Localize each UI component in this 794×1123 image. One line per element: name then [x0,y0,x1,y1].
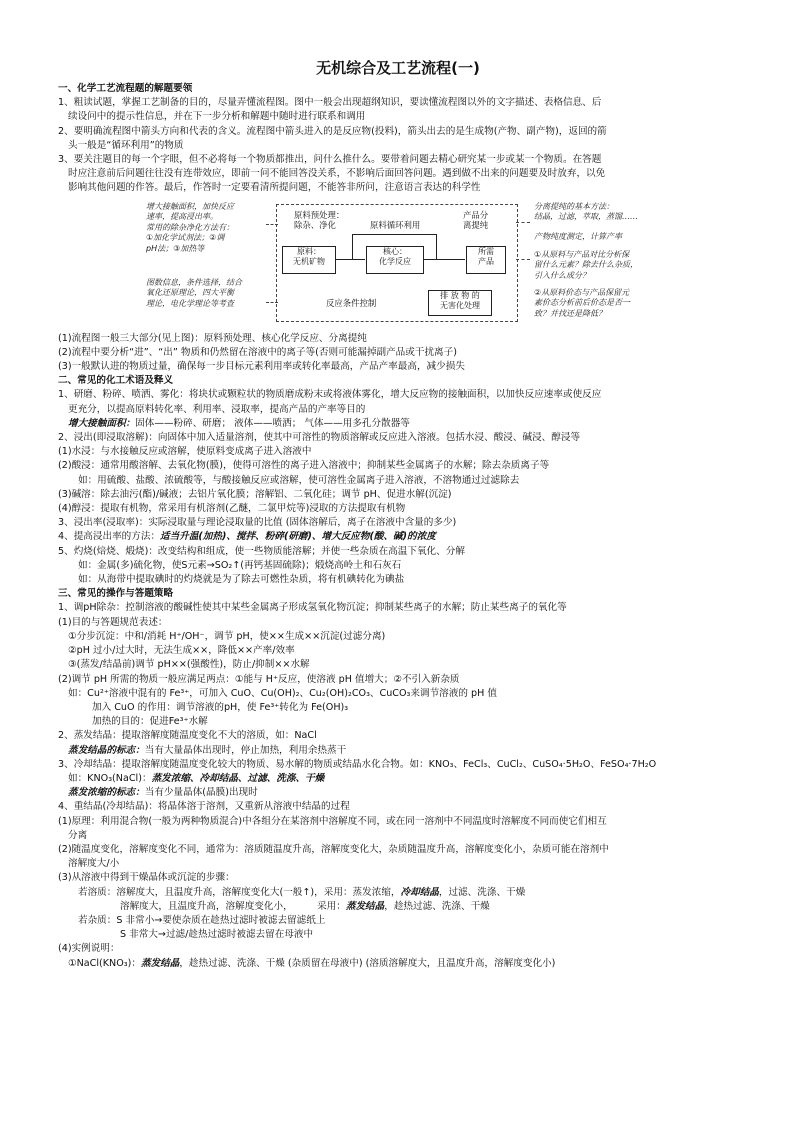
raw-material-box: 原料： 无机矿物 [282,246,336,274]
steps-b-method: 蒸发结晶 [345,900,385,912]
condition-label: 反应条件控制 [326,297,377,308]
s3-item-4-steps: (3)从溶液中得到干燥晶体或沉淀的步骤： [58,872,235,884]
s3-item-4-principle: (1)原理：利用混合物(一般为两种物质混合)中各组分在某溶剂中溶解度不同，或在同一溶剂中不同温度时溶解度不同而使它们相互 [58,815,607,827]
s3-item-1-purpose-c: ③(蒸发/结晶前)调节 pH××(强酸性)，防止/抑制××水解 [68,659,310,671]
note-conditions: 图数信息，条件选择，结合 氧化还原理论，四大平衡 理论，电化学理论等考查 [146,277,242,308]
link-note-left-top [266,224,278,225]
s3-item-4-example-a [58,957,738,971]
s3-item-4-steps-b [58,900,738,914]
s2-item-1-contact-label: 增大接触面积： [68,417,136,429]
s2-item-2: 2、浸出(即浸取溶解)：向固体中加入适量溶剂，使其中可溶性的物质溶解或反应进入溶液。包括水浸、酸浸、碱浸、醇浸等 [58,432,581,444]
arrow-core-to-product [423,259,465,260]
recycle-line-left [352,234,353,259]
example-a-method: 蒸发结晶 [140,957,180,969]
s3-item-2-sign [58,744,738,758]
s2-item-5: 5、灼烧(焙烧、煅烧)：改变结构和组成，使一些物质能溶解；并使一些杂质在高温下氧化、分解 [58,545,465,557]
s2-item-2-alcohol: (4)醇浸：提取有机物，常采用有机溶剂(乙醚，二氯甲烷等)浸取的方法提取有机物 [58,503,406,515]
s2-item-5-example-1: 如：金属(多)硫化物，使S元素→SO₂↑(再钙基固硫除)；煅烧高岭土和石灰石 [78,559,402,571]
separate-label: 产品分 离提纯 [463,209,489,231]
recycle-label: 原料循环利用 [370,219,421,230]
s1-point-1: 1、粗读试题，掌握工艺制备的目的，尽量弄懂流程图。图中一般会出现超纲知识，要读懂流程图以外的文字描述、表格信息、后 [58,97,602,109]
s2-item-1-cont: 更充分，以提高原料转化率、利用率、浸取率，提高产品的产率等目的 [68,403,366,415]
section-2-heading: 二、常见的化工术语及释义 [58,375,174,387]
s3-item-2: 2、蒸发结晶：提取溶解度随温度变化不大的溶质，如：NaCl [58,730,317,742]
s3-item-3: 3、冷却结晶：提取溶解度随温度变化较大的物质、易水解的物质或结晶水化合物。如：KNO₃、FeCl₃、CuCl₂、CuSO₄·5H₂O、FeSO₄·7H₂O [58,758,657,770]
s3-item-1-purpose-b: ②pH 过小/过大时，无法生成××，降低××产率/效率 [68,645,295,657]
steps-b-end: ，趁热过滤、洗涤、干燥 [384,900,490,912]
link-note-right-mid [516,259,530,260]
s3-item-1-requirements: (2)调节 pH 所需的物质一般应满足两点：①能与 H⁺反应，使溶液 pH 值增大；②不引入新杂质 [58,673,460,685]
harmless-treatment-box: 排 放 物 的 无害化处理 [428,290,492,316]
s3-item-2-sign-label: 蒸发结晶的标志： [68,744,145,756]
s2-item-3: 3、浸出率(浸取率)：实际浸取量与理论浸取量的比值 (固体溶解后，离子在溶液中含量的多少) [58,517,457,529]
s1-point-2-cont: 头一般是“循环利用”的物质 [68,139,184,151]
core-reaction-box: 核心： 化学反应 [366,246,424,274]
link-note-left-bottom [266,302,278,303]
s2-item-4-label: 4、提高浸出率的方法： [58,531,161,543]
s1-point-2: 2、要明确流程图中箭头方向和代表的含义。流程图中箭头进入的是反应物(投料)，箭头出去的是生成物(产物、副产物)，返回的箭 [58,125,607,137]
s3-item-4-examples: (4)实例说明： [58,943,120,955]
s3-item-3-sign-text: 当有少量晶体(晶膜)出现时 [144,787,258,799]
note-separation-methods: 分离提纯的基本方法： 结晶，过滤，萃取，蒸馏…… [534,201,638,222]
s3-item-4-steps-d: S 非常大→过滤/趁热过滤时被滤去留在母液中 [120,929,314,941]
s2-item-2-acid-example: 如：用硫酸、盐酸、浓硫酸等，与酸接触反应或溶解，使可溶性金属离子进入溶液，不溶物通过过滤除去 [78,474,520,486]
s2-item-2-alkali: (3)碱溶：除去油污(酯)/碱液；去铝片氧化膜；溶解铝、二氧化硅；调节 pH、促进水解(沉淀) [58,488,452,500]
s2-item-4 [58,530,738,544]
process-flow-diagram [58,202,738,328]
steps-a-method: 冷却结晶 [400,886,439,898]
s2-item-2-water: (1)水浸：与水接触反应或溶解，使原料变成离子进入溶液中 [58,446,312,458]
s2-item-1-contact-text: 固体——粉碎、研磨； 液体——喷洒； 气体——用多孔分散器等 [135,417,410,429]
example-a-end: ，趁热过滤、洗涤、干燥 (杂质留在母液中) (溶质溶解度大，且温度升高，溶解度变化小) [179,957,556,969]
s3-item-3-sign-label: 蒸发浓缩的标志： [68,787,145,799]
document-page [58,58,738,971]
note-question-2: ②从原料价态与产品保留元 素价态分析前后价态是否一 致？并找还是降低？ [534,287,630,318]
s3-item-1-example: 如：Cu²⁺溶液中混有的 Fe³⁺，可加入 CuO、Cu(OH)₂、Cu₂(OH)₂CO₃、CuCO₃来调节溶液的 pH 值 [68,687,497,699]
note-question-1: ①从原料与产品对比分析保 留什么元素？除去什么杂质， 引入什么成分？ [534,249,638,280]
s3-item-3-example [58,772,738,786]
s3-item-4-principle-cont: 分离 [68,829,88,841]
link-note-right-top [516,222,530,223]
example-a-label: ①NaCl(KNO₃)： [68,957,141,969]
s1b-line-1: (1)流程图一般三大部分(见上图)：原料预处理、核心化学反应、分离提纯 [58,332,367,344]
note-pretreatment: 增大接触面积，加快反应 速率，提高浸出率。 常用的除杂净化方法有： ①加化学试剂法；②调 pH法；③加热等 [146,201,234,253]
s1-point-3-cont2: 影响其他问题的作答。最后，作答时一定要看清所提问题，不能答非所问，注意语言表达的科学性 [68,182,481,194]
s2-item-2-acid: (2)酸浸：通常用酸溶解、去氧化物(膜)，使得可溶性的离子进入溶液中；抑制某些金属离子的水解；除去杂质离子等 [58,460,550,472]
s3-item-4-steps-a [58,886,738,900]
s2-item-4-text: 适当升温(加热)、搅拌、粉碎(研磨)、增大反应物(酸、碱)的浓度 [160,531,436,543]
s3-item-4-temperature: (2)随温度变化，溶解度变化不同，通常为：溶质随温度升高，溶解度变化大，杂质随温度升高，溶解度变化小，杂质可能在溶剂中 [58,843,609,855]
note-purity: 产物纯度测定，计算产率 [534,231,622,241]
s3-item-1-cuo-role: 加入 CuO 的作用：调节溶液的pH，使 Fe³⁺转化为 Fe(OH)₃ [92,701,349,713]
s3-item-3-example-label: 如：KNO₃(NaCl)： [68,772,152,784]
steps-a-text: 若溶质：溶解度大，且温度升高，溶解度变化大(一般↑)，采用：蒸发浓缩， [78,886,401,898]
s3-item-2-sign-text: 当有大量晶体出现时，停止加热，利用余热蒸干 [144,744,347,756]
s1-point-3-cont: 时应注意前后问题往往没有连带效应，即前一问不能回答没关系，不影响后面回答问题。遇到做不出来的问题要及时放弃，以免 [68,168,606,180]
page-title: 无机综合及工艺流程(一) [316,59,480,77]
s2-item-5-example-2: 如：从海带中提取碘时的灼烧就是为了除去可燃性杂质，将有机碘转化为碘盐 [78,574,405,586]
s3-item-4-temperature-cont: 溶解度大/小 [68,858,120,870]
recycle-line-right [436,234,437,259]
s1-point-3: 3、要关注题目的每一个字眼，但不必将每一个物质都推出，问什么推什么。要带着问题去精心研究某一步或某一个物质。在答题 [58,154,602,166]
steps-a-end: ，过滤、洗涤、干燥 [438,886,526,898]
arrow-raw-to-core [335,259,365,260]
section-1-heading: 一、化学工艺流程题的解题要领 [58,83,193,94]
steps-b-text: 溶解度大，且温度升高，溶解度变化小， 采用： [120,900,346,912]
s3-item-3-sign [58,786,738,800]
s2-item-1-contact [58,417,738,431]
s3-item-1: 1、调pH除杂：控制溶液的酸碱性使其中某些金属离子形成氢氧化物沉淀；抑制某些离子的水解；防止某些离子的氧化等 [58,602,567,614]
s1b-line-2: (2)流程中要分析“进”、“出” 物质和仍然留在溶液中的离子等(否则可能漏掉副产品或干扰离子) [58,346,457,358]
pretreat-label: 原料预处理： 除杂、净化 [294,209,345,231]
s2-item-1: 1、研磨、粉碎、喷洒、雾化：将块状或颗粒状的物质磨成粉末或将液体雾化，增大反应物的接触面积，以加快反应速率或使反应 [58,389,602,401]
s3-item-1-purpose-a: ①分步沉淀：中和/消耗 H⁺/OH⁻，调节 pH，使××生成××沉淀(过滤分离) [68,630,386,642]
s3-item-4: 4、重结晶(冷却结晶)：将晶体溶于溶剂，又重新从溶液中结晶的过程 [58,801,350,813]
s3-item-1-purpose: (1)目的与答题规范表述： [58,616,168,628]
s3-item-4-steps-c: 若杂质：S 非常小→要使杂质在趁热过滤时被滤去留滤纸上 [78,914,326,926]
s1-point-1-cont: 续设问中的提示性信息，并在下一步分析和解题中随时进行联系和调用 [68,111,366,123]
recycle-line-top [352,234,436,235]
product-box: 所需 产品 [466,246,506,274]
s1b-line-3: (3)一般默认进的物质过量，确保每一步目标元素利用率或转化率最高，产品产率最高，减少损失 [58,361,465,373]
section-3-heading: 三、常见的操作与答题策略 [58,588,174,600]
s3-item-3-example-text: 蒸发浓缩、冷却结晶、过滤、洗涤、干燥 [151,772,325,784]
s3-item-1-heat-role: 加热的目的：促进Fe³⁺水解 [92,716,208,728]
